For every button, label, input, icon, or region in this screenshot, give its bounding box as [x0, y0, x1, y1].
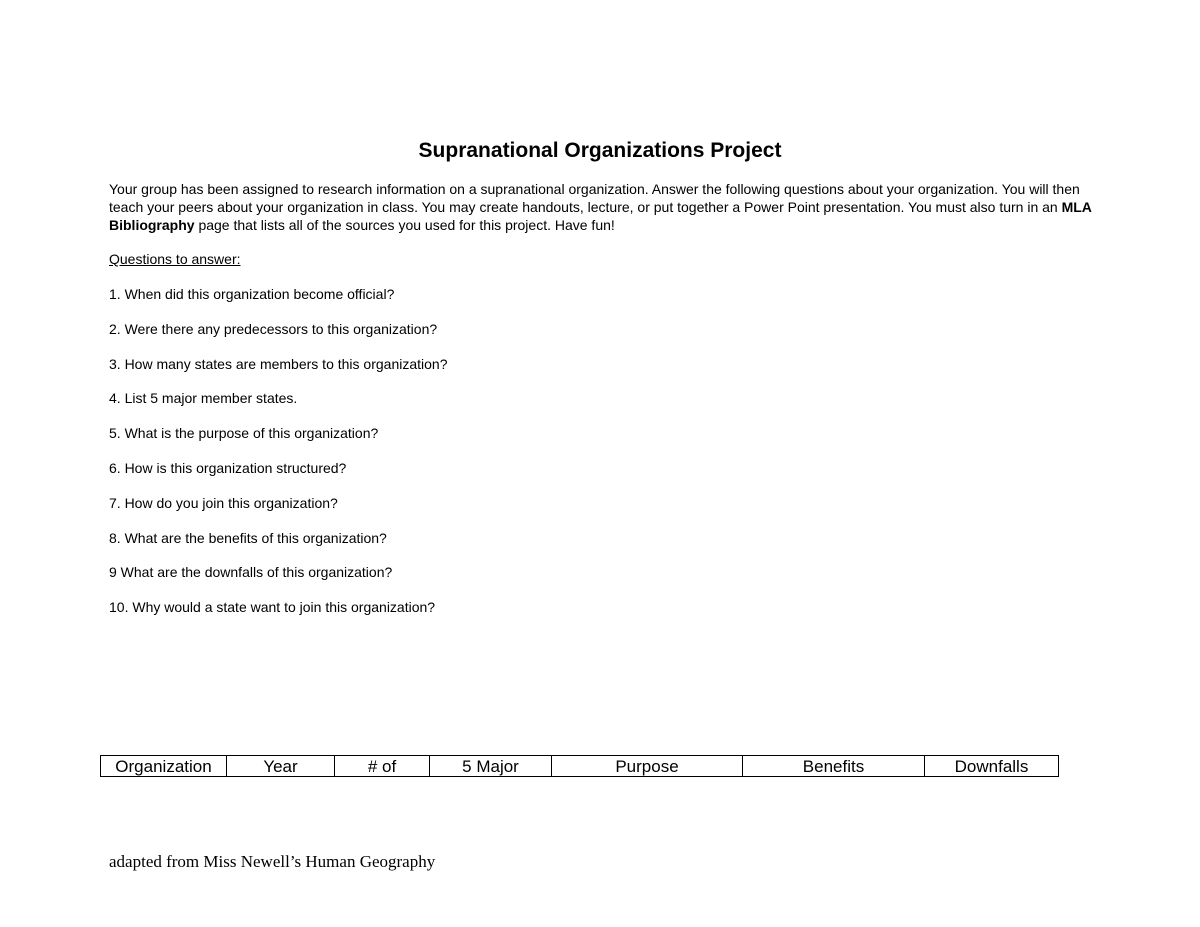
question-item: 6. How is this organization structured? [109, 459, 347, 476]
page-title: Supranational Organizations Project [418, 139, 782, 162]
table-header-downfalls: Downfalls [925, 756, 1059, 777]
footer-attribution: adapted from Miss Newell’s Human Geography [109, 852, 436, 871]
intro-paragraph [109, 180, 1099, 234]
table-header-purpose: Purpose [552, 756, 743, 777]
question-item: 4. List 5 major member states. [109, 390, 298, 407]
intro-text-part2: page that lists all of the sources you used for this project. Have fun! [194, 217, 615, 233]
table-header-benefits: Benefits [743, 756, 925, 777]
table-header-row [101, 756, 1059, 777]
table-header-year: Year [227, 756, 335, 777]
organization-table [100, 755, 1059, 777]
intro-text-part1: Your group has been assigned to research information on a supranational organization. Answer the following questions about your organization. You will then teach your peers about your organization in class. You may create handouts, lecture, or put together a Power Point presentation. You must also turn in an [109, 181, 1080, 215]
questions-list [109, 285, 448, 633]
question-item: 9 What are the downfalls of this organization? [109, 564, 393, 581]
table-header-five-major: 5 Major [430, 756, 552, 777]
question-item: 10. Why would a state want to join this organization? [109, 599, 436, 616]
question-item: 3. How many states are members to this organization? [109, 355, 448, 372]
questions-heading: Questions to answer: [109, 251, 241, 267]
table-header-organization: Organization [101, 756, 227, 777]
question-item: 5. What is the purpose of this organization? [109, 425, 379, 442]
question-item: 2. Were there any predecessors to this organization? [109, 320, 438, 337]
question-item: 1. When did this organization become official? [109, 286, 395, 302]
intro-bold-mla-bibliography: MLA Bibliography [109, 199, 1092, 233]
table-header-number-of: # of [335, 756, 430, 777]
organization-table-wrapper [100, 755, 1059, 777]
question-item: 7. How do you join this organization? [109, 494, 338, 511]
question-item: 8. What are the benefits of this organization? [109, 529, 387, 546]
